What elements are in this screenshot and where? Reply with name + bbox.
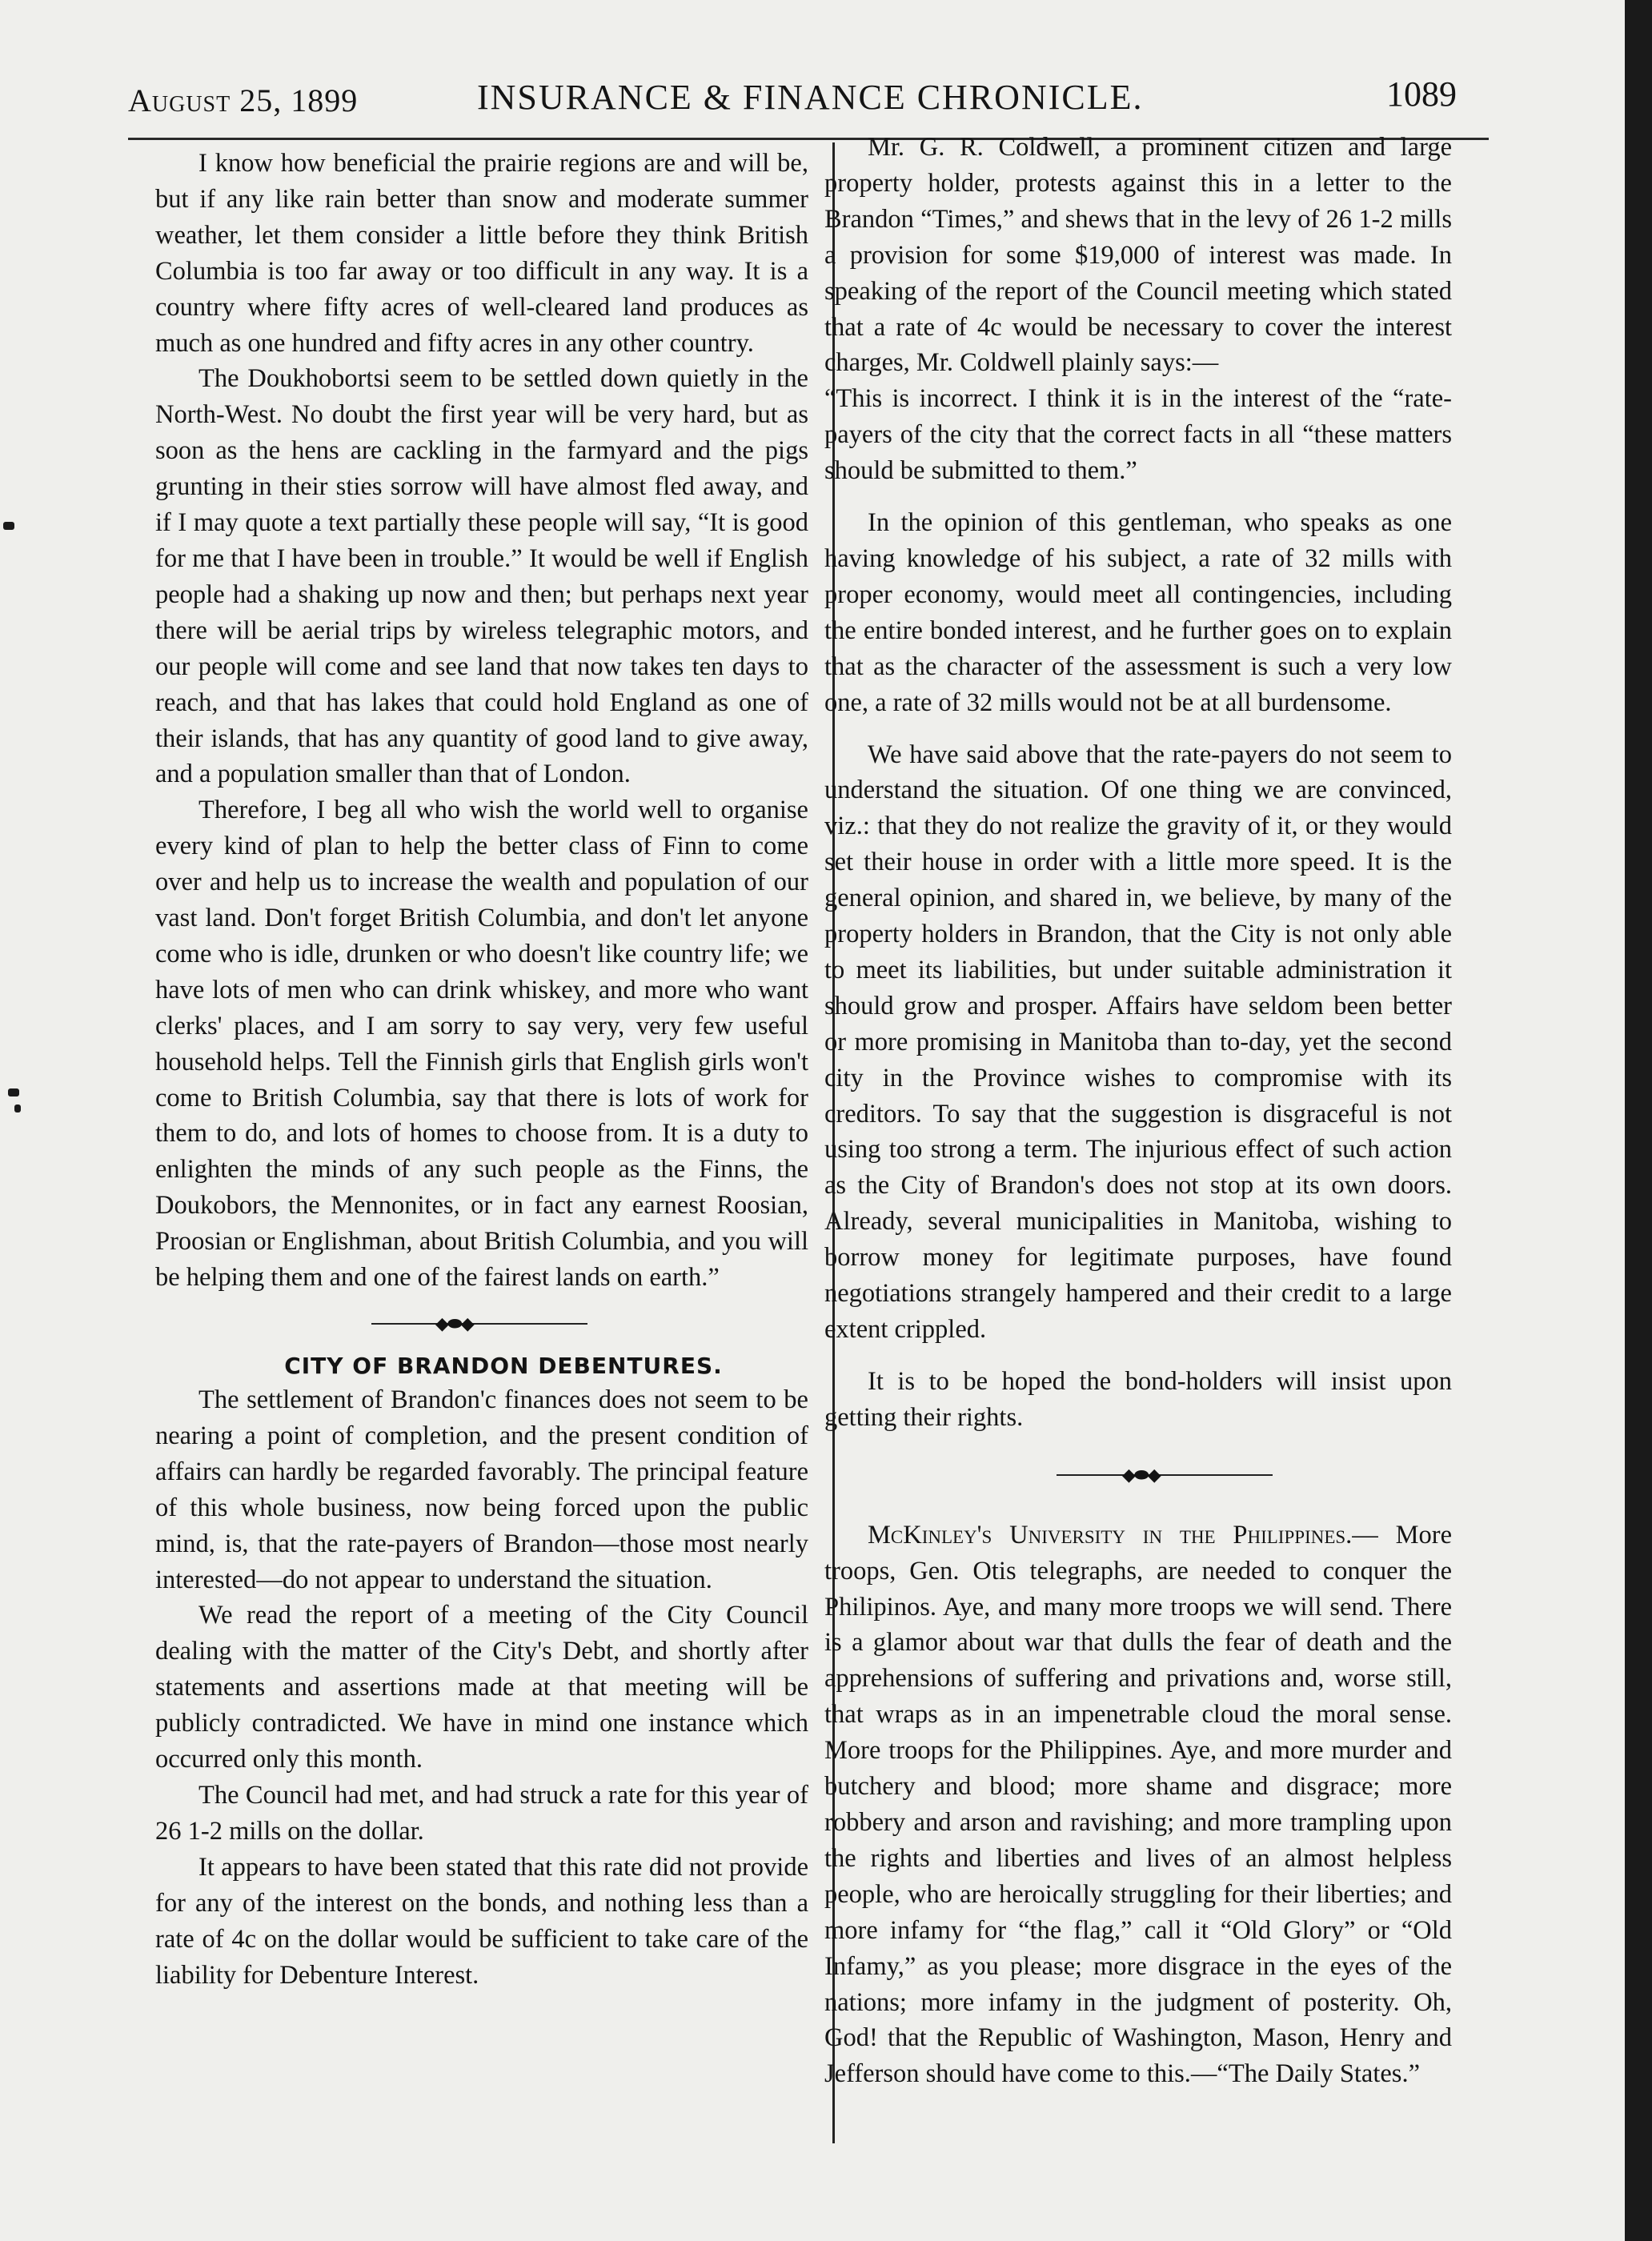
page-number: 1089 bbox=[1386, 74, 1457, 114]
right-column bbox=[824, 130, 1452, 2092]
paragraph: It appears to have been stated that this rate did not provide for any of the interest on the bonds, and nothing less than a rate of 4c on the dollar would be sufficient to take care of the liability for Debenture Interest. bbox=[155, 1852, 808, 1990]
paragraph: We read the report of a meeting of the City Council dealing with the matter of the City's Debt, and shortly after statements and assertions made at that meeting will be publicly contradicted. We have in mind one instance which occurred only this month. bbox=[155, 1601, 808, 1774]
paragraph bbox=[824, 1517, 1452, 2093]
issue-date: August 25, 1899 bbox=[128, 82, 359, 118]
paragraph: The Doukhobortsi seem to be settled down quietly in the North-West. No doubt the first year will be very hard, but as soon as the hens are cackling in the farmyard and the pigs grunting in their sties sorrow will have almost fled away, and if I may quote a text partially these people will say, “It is good for me that I have been in trouble.” It would be well if English people had a shaking up now and then; but perhaps next year there will be aerial trips by wireless telegraphic motors, and our people will come and see land that now takes ten days to reach, and that has lakes that could hold England as one of their islands, that has any quantity of good land to give away, and a population smaller than that of London. bbox=[155, 364, 808, 789]
paragraph: We have said above that the rate-payers do not seem to understand the situation. Of one thing we are convinced, viz.: that they do not realize the gravity of it, or they would set their house in order with a little more speed. It is the general opinion, and shared in, we believe, by many of the property holders in Brandon, that the City is not only able to meet its liabilities, but under suitable administration it should grow and prosper. Affairs have seldom been better or more promising in Manitoba than to-day, yet the second city in the Province wishes to compromise with its creditors. To say that the suggestion is disgraceful is not using too strong a term. The injurious effect of such action as the City of Brandon's does not stop at its own doors. Already, several municipalities in Manitoba, wishing to borrow money for legitimate purposes, have found negotiations strangely hampered and their credit to a large extent crippled. bbox=[824, 740, 1452, 1344]
scan-mark bbox=[3, 522, 14, 530]
paragraph: It is to be hoped the bond-holders will insist upon getting their rights. bbox=[824, 1366, 1452, 1432]
paragraph: In the opinion of this gentleman, who speaks as one having knowledge of his subject, a rate of 32 mills with proper economy, would meet all contingencies, including the entire bonded interest, and he further goes on to explain that as the character of the assessment is such a very low one, a rate of 32 mills would not be at all burdensome. bbox=[824, 508, 1452, 717]
separator-ornament-icon: ◆⬬◆ bbox=[1122, 1464, 1160, 1485]
article-text: More troops, Gen. Otis telegraphs, are needed to conquer the Philipinos. Aye, and many more troops we will send. There is a glamor about war that dulls the fear of death and the apprehensions of suffering and privations and, worse still, that wraps as in an impenetrable cloud the moral sense. More troops for the Philippines. Aye, and more murder and butchery and blood; more shame and disgrace; more robbery and arson and ravishing; and more trampling upon the rights and liberties and lives of an almost helpless people, who are heroically struggling for their liberties; and more infamy for “the flag,” call it “Old Glory” or “Old Infamy,” as you please; more disgrace in the eyes of the nations; more infamy in the judgment of posterity. Oh, God! that the Republic of Washington, Mason, Henry and Jefferson should have come to this.—“The Daily States.” bbox=[824, 1520, 1452, 2089]
separator-line bbox=[1057, 1474, 1273, 1476]
paragraph: Mr. G. R. Coldwell, a prominent citizen and large property holder, protests against this in a letter to the Brandon “Times,” and shews that in the levy of 26 1-2 mills a provision for some $19,000 of interest was made. In speaking of the report of the Council meeting which stated that a rate of 4c would be necessary to cover the interest charges, Mr. Coldwell plainly says:— bbox=[824, 133, 1452, 378]
paragraph: The settlement of Brandon'c finances does not seem to be nearing a point of completion, and the present condition of affairs can hardly be regarded favorably. The principal feature of this whole business, now being forced upon the public mind, is, that the rate-payers of Brandon—those most nearly interested—do not appear to understand the situation. bbox=[155, 1385, 808, 1594]
quotation: “This is incorrect. I think it is in the interest of the “rate-payers of the city that the correct facts in all “these matters should be submitted to them.” bbox=[824, 384, 1452, 486]
ornamental-separator bbox=[824, 1464, 1452, 1485]
scan-mark bbox=[8, 1088, 19, 1096]
separator-line bbox=[371, 1323, 587, 1325]
paragraph: Therefore, I beg all who wish the world well to organise every kind of plan to help the better class of Finn to come over and help us to increase the wealth and population of our vast land. Don't forget British Columbia, and don't let anyone come who is idle, drunken or who doesn't like country life; we have lots of men who can drink whiskey, and more who want clerks' places, and I am sorry to say very, very few useful household helps. Tell the Finnish girls that English girls won't come to British Columbia, say that there is lots of work for them to do, and lots of homes to choose from. It is a duty to enlighten the minds of any such people as the Finns, the Doukobors, the Mennonites, or in fact any earnest Roosian, Proosian or Englishman, about British Columbia, and you will be helping them and one of the fairest lands on earth.” bbox=[155, 796, 808, 1293]
paragraph: I know how beneficial the prairie regions are and will be, but if any like rain better than snow and moderate summer weather, let them consider a little before they think British Columbia is too far away or too difficult in any way. It is a country where fifty acres of well-cleared land produces as much as one hundred and fifty acres in any other country. bbox=[155, 149, 808, 358]
separator-ornament-icon: ◆⬬◆ bbox=[435, 1313, 473, 1333]
left-column bbox=[155, 146, 808, 1993]
article-lead: McKinley's University in the Philippines.— bbox=[868, 1520, 1378, 1549]
paragraph: The Council had met, and had struck a rate for this year of 26 1-2 mills on the dollar. bbox=[155, 1780, 808, 1846]
publication-title: INSURANCE & FINANCE CHRONICLE. bbox=[477, 78, 1144, 117]
section-heading: CITY OF BRANDON DEBENTURES. bbox=[284, 1353, 723, 1379]
ornamental-separator bbox=[155, 1313, 808, 1333]
page-edge bbox=[1625, 0, 1652, 2241]
scan-mark bbox=[14, 1104, 21, 1112]
page-header bbox=[128, 74, 1457, 130]
